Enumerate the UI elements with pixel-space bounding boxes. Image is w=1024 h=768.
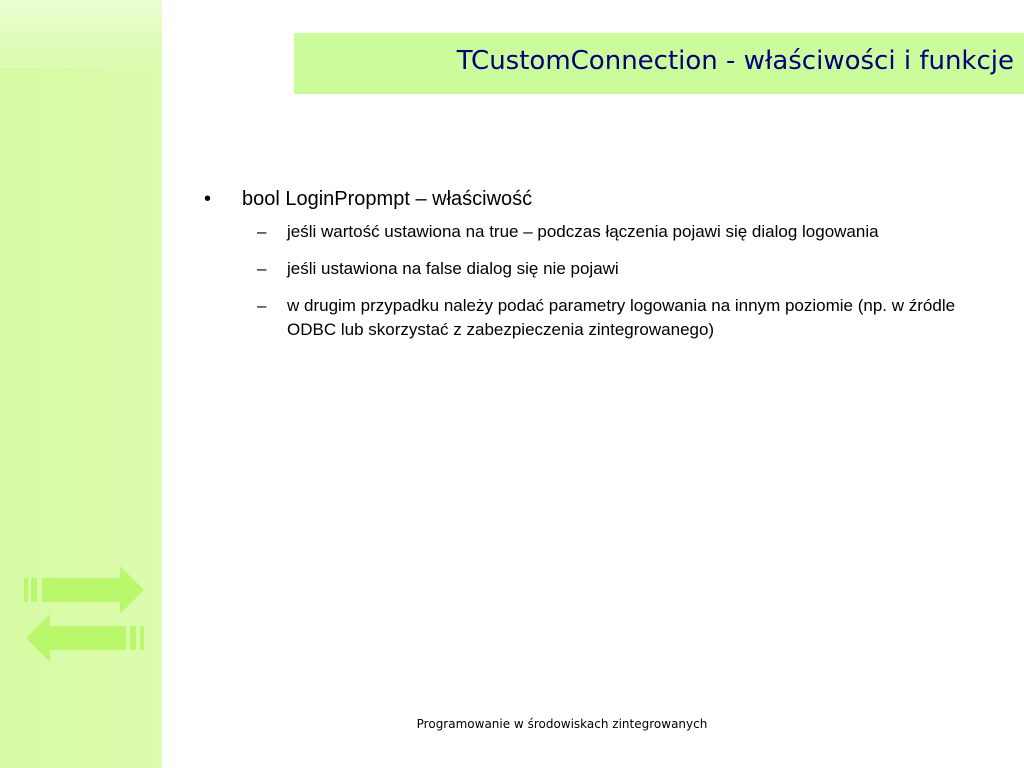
- bullet-marker: •: [204, 188, 212, 210]
- sub-bullet-text: w drugim przypadku należy podać parametry logowania na innym poziomie (np. w źródle ODBC lub skorzystać z zabezpieczenia zintegrowanego): [287, 296, 956, 339]
- sub-bullet-item: [200, 220, 1000, 244]
- dash-marker: –: [257, 222, 267, 241]
- double-arrows-icon: [20, 562, 150, 668]
- slide-footer: Programowanie w środowiskach zintegrowanych: [416, 717, 708, 731]
- sub-bullet-item: [200, 294, 1000, 342]
- sub-bullet-text: jeśli ustawiona na false dialog się nie pojawi: [287, 259, 619, 278]
- dash-marker: –: [257, 259, 267, 278]
- slide-content: [200, 182, 1000, 355]
- left-band-divider: [0, 66, 162, 67]
- sub-bullet-item: [200, 257, 1000, 281]
- dash-marker: –: [257, 296, 267, 315]
- sub-bullet-text: jeśli wartość ustawiona na true – podczas łączenia pojawi się dialog logowania: [287, 222, 879, 241]
- bullet-text: bool LoginPropmpt – właściwość: [242, 188, 533, 210]
- slide-title: TCustomConnection - właściwości i funkcje: [456, 46, 1014, 76]
- left-band-header-block: [0, 0, 162, 66]
- sub-bullet-list: [200, 220, 1000, 342]
- bullet-item: [200, 182, 1000, 216]
- title-bar: [294, 33, 1024, 94]
